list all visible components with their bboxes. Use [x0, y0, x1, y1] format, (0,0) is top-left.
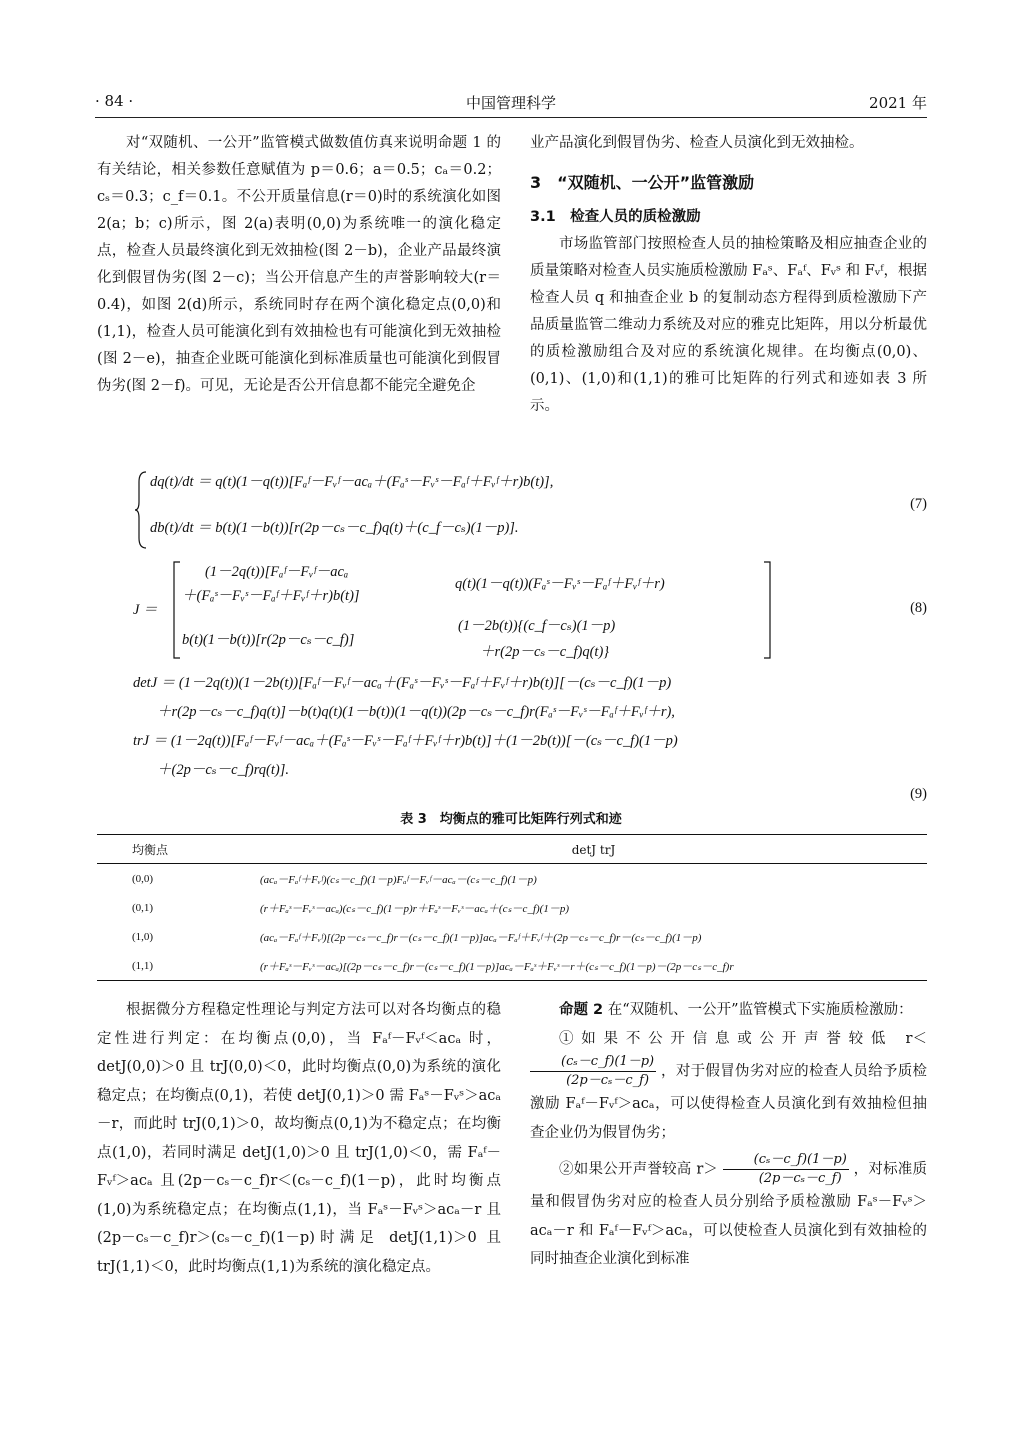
- matrix-j21: b(t)(1－b(t))[r(2p－cₛ－c_f)]: [182, 632, 355, 648]
- equation-number-8: (8): [910, 600, 927, 616]
- cell-point: (0,1): [132, 901, 154, 914]
- fraction: [723, 1151, 849, 1188]
- table-row: [97, 864, 927, 894]
- fraction-numerator: (cₛ－c_f)(1－p): [530, 1053, 656, 1072]
- trace-line2: ＋(2p－cₛ－c_f)rq(t)].: [157, 762, 290, 778]
- left-brace: [134, 470, 148, 550]
- fraction: [530, 1053, 656, 1090]
- fraction-denominator: (2p－cₛ－c_f): [758, 1171, 842, 1186]
- paragraph-continuation: 业产品演化到假冒伪劣、检查人员演化到无效抽检。: [530, 135, 864, 151]
- header-rule: [95, 117, 927, 118]
- fraction-denominator: (2p－cₛ－c_f): [566, 1073, 650, 1088]
- table-header-detj-trj: detJ trJ: [260, 835, 927, 864]
- proposition-title: 命题 2: [559, 1002, 604, 1018]
- left-column-lower: [97, 996, 501, 1281]
- paragraph: 市场监管部门按照检查人员的抽检策略及相应抽查企业的质量策略对检查人员实施质检激励 Fₐˢ、Fₐᶠ、Fᵥˢ 和 Fᵥᶠ，根据检查人员 q 和抽查企业 b 的复制动态方程得到质检激励下产品质量监管二维动力系统及对应的雅克比矩阵，用以分析最优的质检激励组合及对应的系统演化规律。在均衡点(0,0)、(0,1)、(1,0)和(1,1)的雅可比矩阵的行列式和迹如表 3 所示。: [530, 236, 927, 414]
- matrix-j22-line2: ＋r(2p－cₛ－c_f)q(t)}: [480, 644, 610, 660]
- equation-7a: dq(t)/dt ＝ q(t)(1－q(t))[Fₐᶠ－Fᵥᶠ－acₐ＋(Fₐˢ－Fᵥˢ－Fₐᶠ＋Fᵥᶠ＋r)b(t)],: [150, 474, 554, 490]
- table-row: [97, 922, 927, 951]
- proposition-item-1: [530, 1025, 927, 1148]
- table-row: [97, 951, 927, 981]
- proposition-item-2: [530, 1151, 927, 1274]
- left-column-upper: [97, 130, 501, 400]
- matrix-j22-line1: (1－2b(t)){(c_f－cₛ)(1－p): [458, 618, 616, 634]
- paragraph: 根据微分方程稳定性理论与判定方法可以对各均衡点的稳定性进行判定：在均衡点(0,0)，当 Fₐᶠ－Fᵥᶠ＜acₐ 时，detJ(0,0)＞0 且 trJ(0,0)＜0，此时均衡点(0,0)为系统的演化稳定点；在均衡点(0,1)，若使 detJ(0,1)＞0 需 Fₐˢ－Fᵥˢ＞acₐ－r，而此时 trJ(0,1)＞0，故均衡点(0,1)为不稳定点；在均衡点(1,0)，若同时满足 detJ(1,0)＞0 且 trJ(1,0)＜0，需 Fₐᶠ－Fᵥᶠ＞acₐ 且(2p－cₛ－c_f)r＜(cₛ－c_f)(1－p)，此时均衡点(1,0)为系统稳定点；在均衡点(1,1)，当 Fₐˢ－Fᵥˢ＞acₐ－r 且(2p－cₛ－c_f)r＞(cₛ－c_f)(1－p)时满足 detJ(1,1)＞0 且 trJ(1,1)＜0，此时均衡点(1,1)为系统的演化稳定点。: [97, 1002, 501, 1275]
- cell-point: (1,1): [97, 951, 260, 981]
- trace-line1: trJ ＝ (1－2q(t))[Fₐᶠ－Fᵥᶠ－acₐ＋(Fₐˢ－Fᵥˢ－Fₐᶠ＋Fᵥᶠ＋r)b(t)]＋(1－2b(t))[－(cₛ－c_f)(1－p): [133, 733, 678, 749]
- table-row: [97, 893, 927, 922]
- proposition-intro: 在“双随机、一公开”监管模式下实施质检激励：: [607, 1002, 913, 1018]
- table-header-point: 均衡点: [97, 835, 260, 864]
- equation-7b: db(t)/dt ＝ b(t)(1－b(t))[r(2p－cₛ－c_f)q(t)＋(c_f－cₛ)(1－p)].: [150, 520, 519, 536]
- journal-name: 中国管理科学: [465, 94, 556, 112]
- cell-expression: (acₐ－Fₐᶠ＋Fᵥᶠ)[(2p－cₛ－c_f)r－(cₛ－c_f)(1－p)]acₐ－Fₐᶠ＋Fᵥᶠ＋(2p－cₛ－c_f)r－(cₛ－c_f)(1－p): [260, 931, 702, 944]
- table-caption: 表 3 均衡点的雅可比矩阵行列式和迹: [400, 812, 622, 827]
- cell-expression: (r＋Fₐˢ－Fᵥˢ－acₐ)(cₛ－c_f)(1－p)r＋Fₐˢ－Fᵥˢ－acₐ＋(cₛ－c_f)(1－p): [260, 902, 569, 915]
- page-number: · 84 ·: [95, 92, 134, 110]
- section-heading: 3 “双随机、一公开”监管激励: [530, 173, 755, 192]
- equation-number-7: (7): [910, 496, 927, 512]
- cell-expression: (r＋Fₐˢ－Fᵥˢ－acₐ)[(2p－cₛ－c_f)r－(cₛ－c_f)(1－p)]acₐ－Fₐˢ＋Fᵥˢ－r＋(cₛ－c_f)(1－p)－(2p－cₛ－c_f)r: [260, 951, 927, 981]
- cell-expression: (acₐ－Fₐᶠ＋Fᵥᶠ)(cₛ－c_f)(1－p)Fₐᶠ－Fᵥᶠ－acₐ－(cₛ－c_f)(1－p): [260, 873, 537, 886]
- right-column-lower: [530, 996, 927, 1274]
- item2-post: ，对标准质量和假冒伪劣对应的检查人员分别给予质检激励 Fₐˢ－Fᵥˢ＞acₐ－r 和 Fₐᶠ－Fᵥᶠ＞acₐ，可以使检查人员演化到有效抽检的同时抽查企业演化到标准: [530, 1161, 928, 1267]
- table-3: [97, 834, 927, 981]
- year: 2021 年: [869, 94, 927, 112]
- jacobian-label: J ＝: [133, 602, 158, 618]
- cell-point: (0,0): [132, 872, 154, 885]
- subsection-heading: 3.1 检查人员的质检激励: [530, 209, 701, 225]
- fraction-numerator: (cₛ－c_f)(1－p): [723, 1151, 849, 1170]
- running-header: [95, 92, 927, 114]
- paragraph: 对“双随机、一公开”监管模式做数值仿真来说明命题 1 的有关结论，相关参数任意赋值为 p＝0.6；a＝0.5；cₐ＝0.2；cₛ＝0.3；c_f＝0.1。不公开质量信息(r＝0)时的系统演化如图 2(a；b；c)所示，图 2(a)表明(0,0)为系统唯一的演化稳定点，检查人员最终演化到无效抽检(图 2－b)，企业产品最终演化到假冒伪劣(图 2－c)；当公开信息产生的声誉影响较大(r＝0.4)，如图 2(d)所示，系统同时存在两个演化稳定点(0,0)和(1,1)，检查人员可能演化到有效抽检也有可能演化到无效抽检(图 2－e)，抽查企业既可能演化到标准质量也可能演化到假冒伪劣(图 2－f)。可见，无论是否公开信息都不能完全避免企: [97, 135, 501, 394]
- matrix-j12: q(t)(1－q(t))(Fₐˢ－Fᵥˢ－Fₐᶠ＋Fᵥᶠ＋r): [455, 576, 665, 592]
- item2-pre: ②如果公开声誉较高 r＞: [559, 1161, 718, 1178]
- item1-pre: ①如果不公开信息或公开声誉较低 r＜: [559, 1030, 927, 1047]
- equation-number-9: (9): [910, 786, 927, 802]
- cell-point: (1,0): [132, 930, 154, 943]
- det-line2: ＋r(2p－cₛ－c_f)q(t)]－b(t)q(t)(1－b(t))(1－q(t))(2p－cₛ－c_f)r(Fₐˢ－Fᵥˢ－Fₐᶠ＋Fᵥᶠ＋r),: [157, 704, 675, 720]
- det-line1: detJ ＝ (1－2q(t))(1－2b(t))[Fₐᶠ－Fᵥᶠ－acₐ＋(Fₐˢ－Fᵥˢ－Fₐᶠ＋Fᵥᶠ＋r)b(t)][－(cₛ－c_f)(1－p): [133, 675, 672, 691]
- item1-post: ，对于假冒伪劣对应的检查人员给予质检激励 Fₐᶠ－Fᵥᶠ＞acₐ，可以使得检查人员演化到有效抽检但抽查企业仍为假冒伪劣；: [530, 1063, 928, 1141]
- right-column-upper: [530, 130, 927, 420]
- matrix-j11-line1: (1－2q(t))[Fₐᶠ－Fᵥᶠ－acₐ: [205, 564, 349, 580]
- matrix-j11-line2: ＋(Fₐˢ－Fᵥˢ－Fₐᶠ＋Fᵥᶠ＋r)b(t)]: [182, 588, 360, 604]
